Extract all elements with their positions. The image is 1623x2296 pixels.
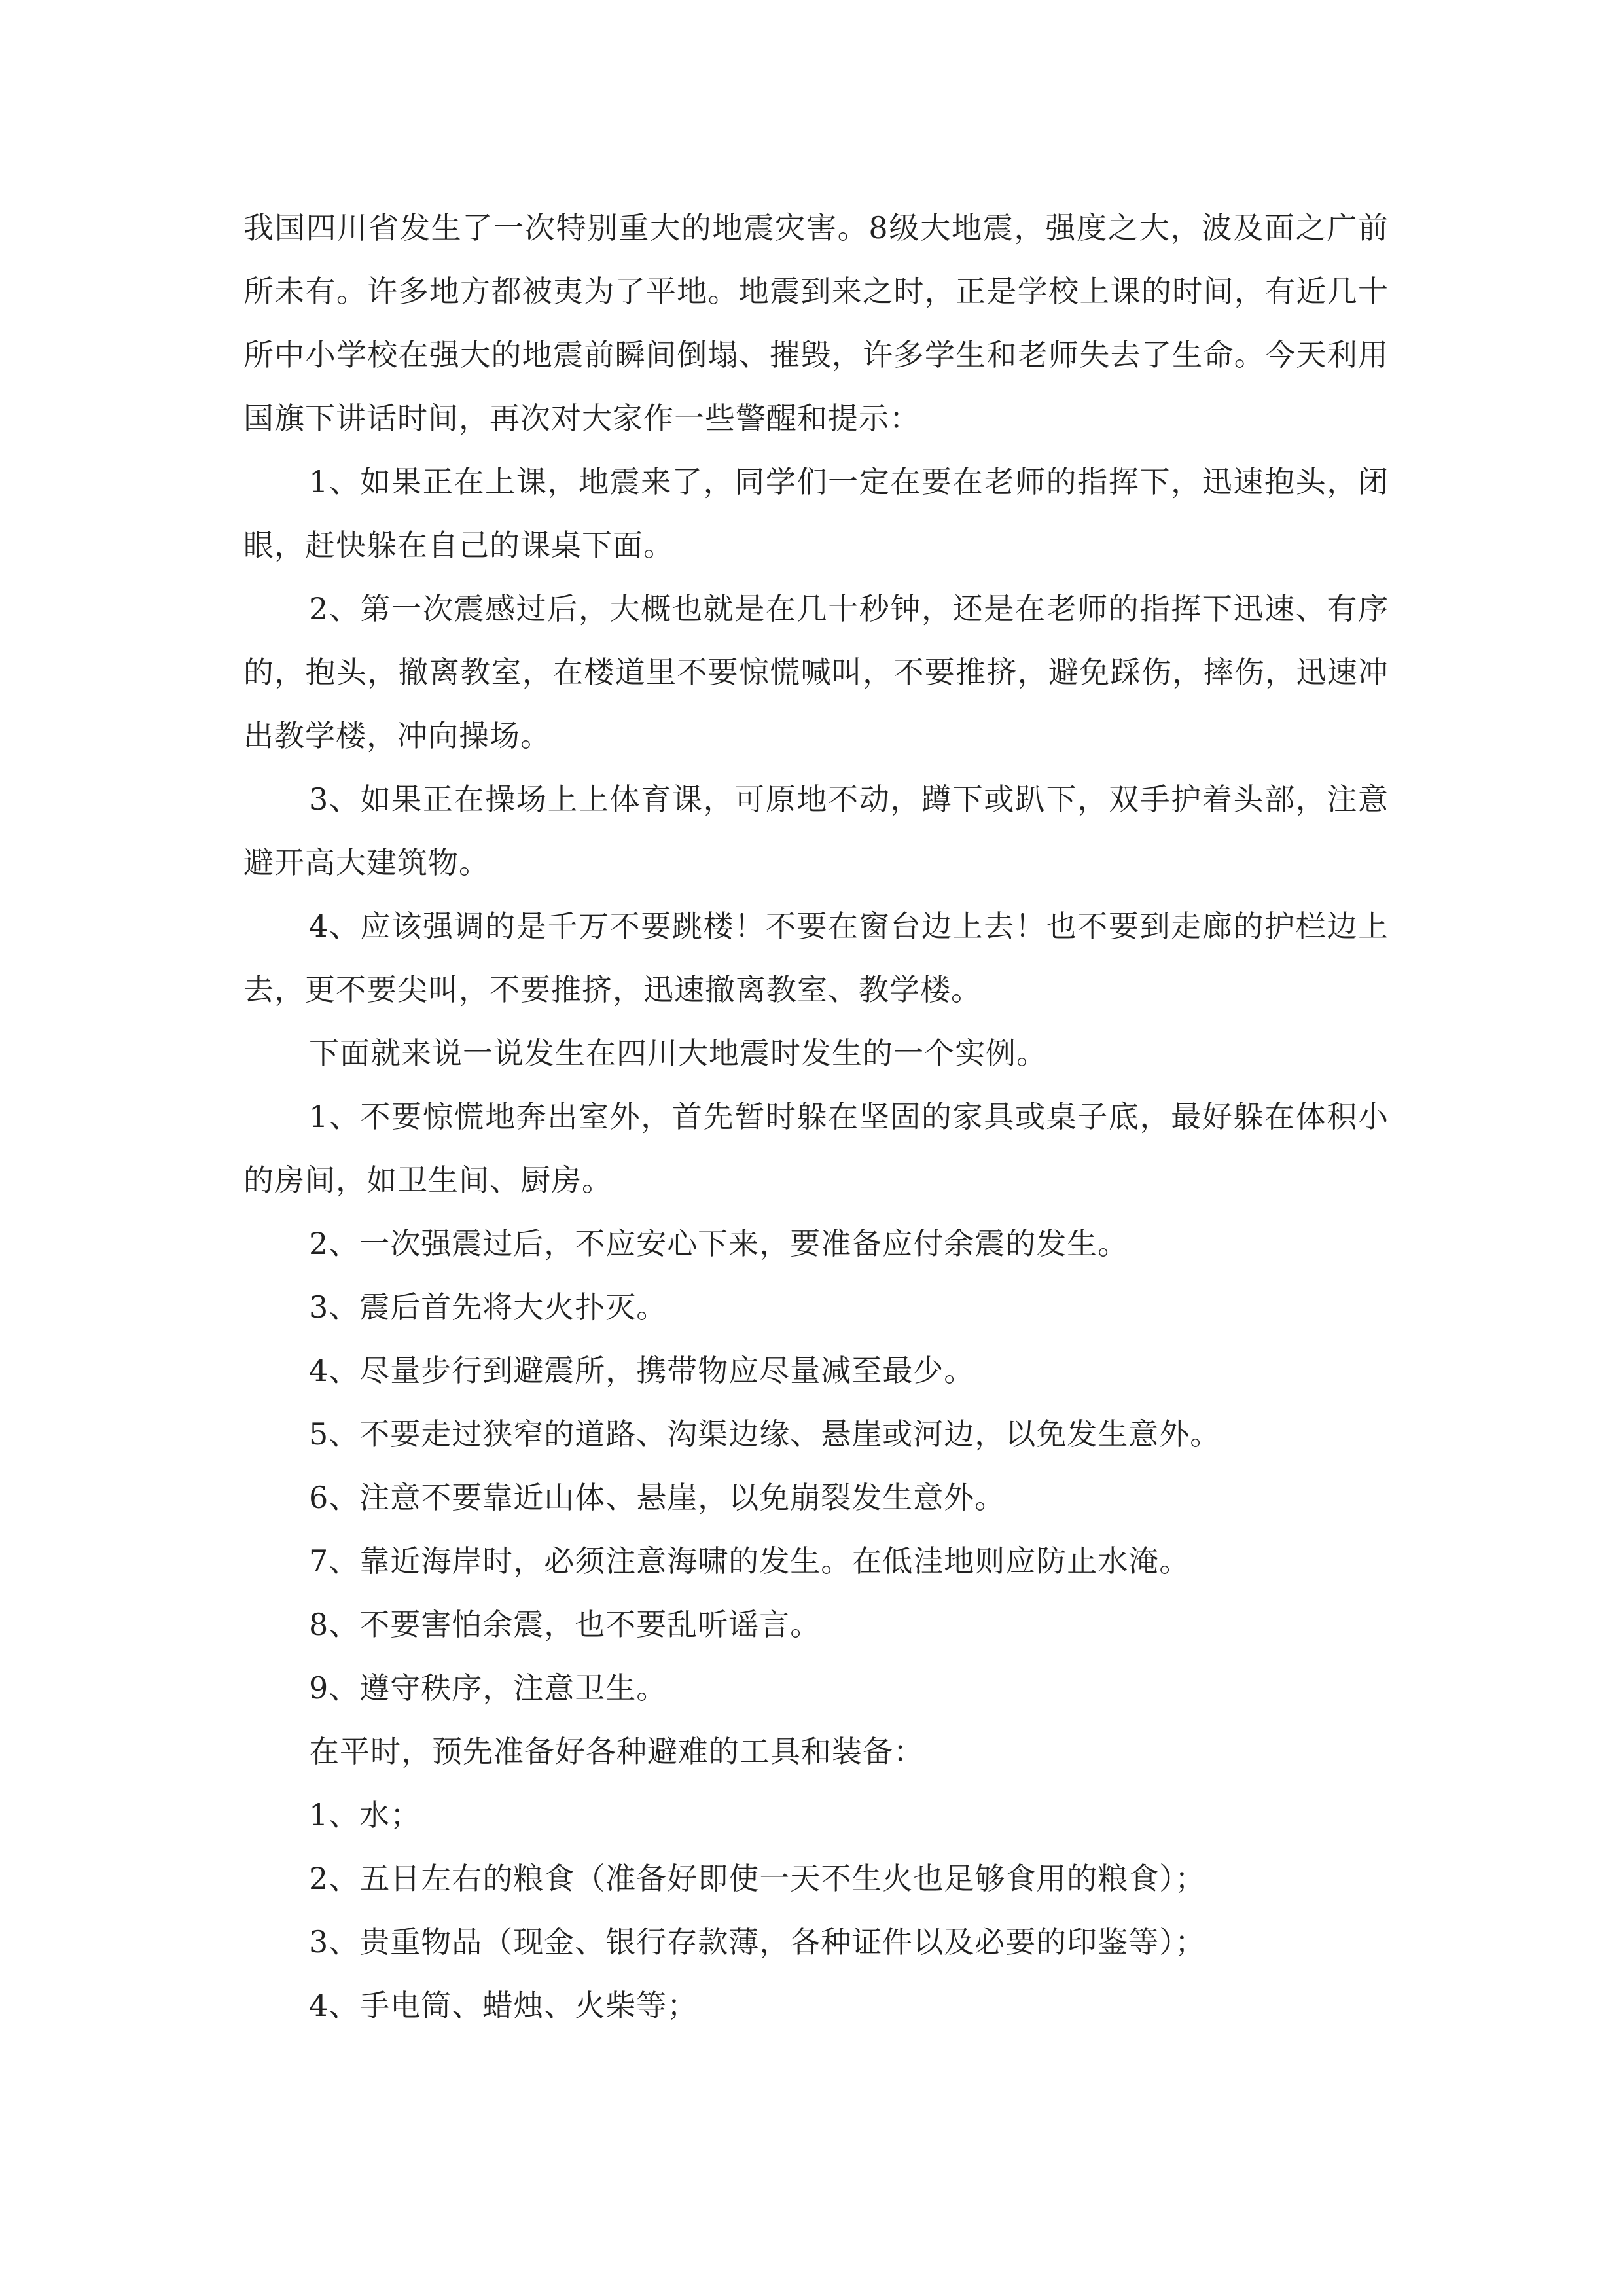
school-tip-3: 3、如果正在操场上上体育课，可原地不动，蹲下或趴下，双手护着头部，注意避开高大建筑物。 [243, 781, 1389, 880]
school-tip-4: 4、应该强调的是千万不要跳楼！不要在窗台边上去！也不要到走廊的护栏边上去，更不要尖叫，不要推挤，迅速撤离教室、教学楼。 [243, 908, 1389, 1007]
preparation-intro: 在平时，预先准备好各种避难的工具和装备： [309, 1734, 924, 1769]
example-item-4: 4、尽量步行到避震所，携带物应尽量减至最少。 [309, 1353, 975, 1388]
school-tip-2: 2、第一次震感过后，大概也就是在几十秒钟，还是在老师的指挥下迅速、有序的，抱头，撤离教室，在楼道里不要惊慌喊叫，不要推挤，避免踩伤，摔伤，迅速冲出教学楼，冲向操场。 [243, 591, 1389, 753]
preparation-item-3: 3、贵重物品（现金、银行存款薄，各种证件以及必要的印鉴等）； [309, 1924, 1206, 1960]
example-item-8: 8、不要害怕余震，也不要乱听谣言。 [309, 1607, 821, 1642]
document-body [243, 196, 1389, 2037]
example-item-1: 1、不要惊慌地奔出室外，首先暂时躲在坚固的家具或桌子底，最好躲在体积小的房间，如卫生间、厨房。 [243, 1099, 1389, 1198]
example-item-6: 6、注意不要靠近山体、悬崖，以免崩裂发生意外。 [309, 1480, 1006, 1515]
preparation-item-2: 2、五日左右的粮食（准备好即使一天不生火也足够食用的粮食）； [309, 1861, 1206, 1896]
preparation-item-1: 1、水； [309, 1797, 421, 1833]
example-item-3: 3、震后首先将大火扑灭。 [309, 1289, 668, 1325]
example-item-2: 2、一次强震过后，不应安心下来，要准备应付余震的发生。 [309, 1226, 1129, 1261]
example-item-9: 9、遵守秩序，注意卫生。 [309, 1670, 668, 1706]
example-intro: 下面就来说一说发生在四川大地震时发生的一个实例。 [309, 1035, 1047, 1071]
intro-paragraph: 我国四川省发生了一次特别重大的地震灾害。8级大地震，强度之大，波及面之广前所未有。许多地方都被夷为了平地。地震到来之时，正是学校上课的时间，有近几十所中小学校在强大的地震前瞬间倒塌、摧毁，许多学生和老师失去了生命。今天利用国旗下讲话时间，再次对大家作一些警醒和提示： [243, 210, 1389, 436]
school-tip-1: 1、如果正在上课，地震来了，同学们一定在要在老师的指挥下，迅速抱头，闭眼，赶快躲在自己的课桌下面。 [243, 464, 1389, 563]
example-item-5: 5、不要走过狭窄的道路、沟渠边缘、悬崖或河边，以免发生意外。 [309, 1416, 1221, 1452]
example-item-7: 7、靠近海岸时，必须注意海啸的发生。在低洼地则应防止水淹。 [309, 1543, 1190, 1579]
preparation-item-4: 4、手电筒、蜡烛、火柴等； [309, 1988, 698, 2023]
